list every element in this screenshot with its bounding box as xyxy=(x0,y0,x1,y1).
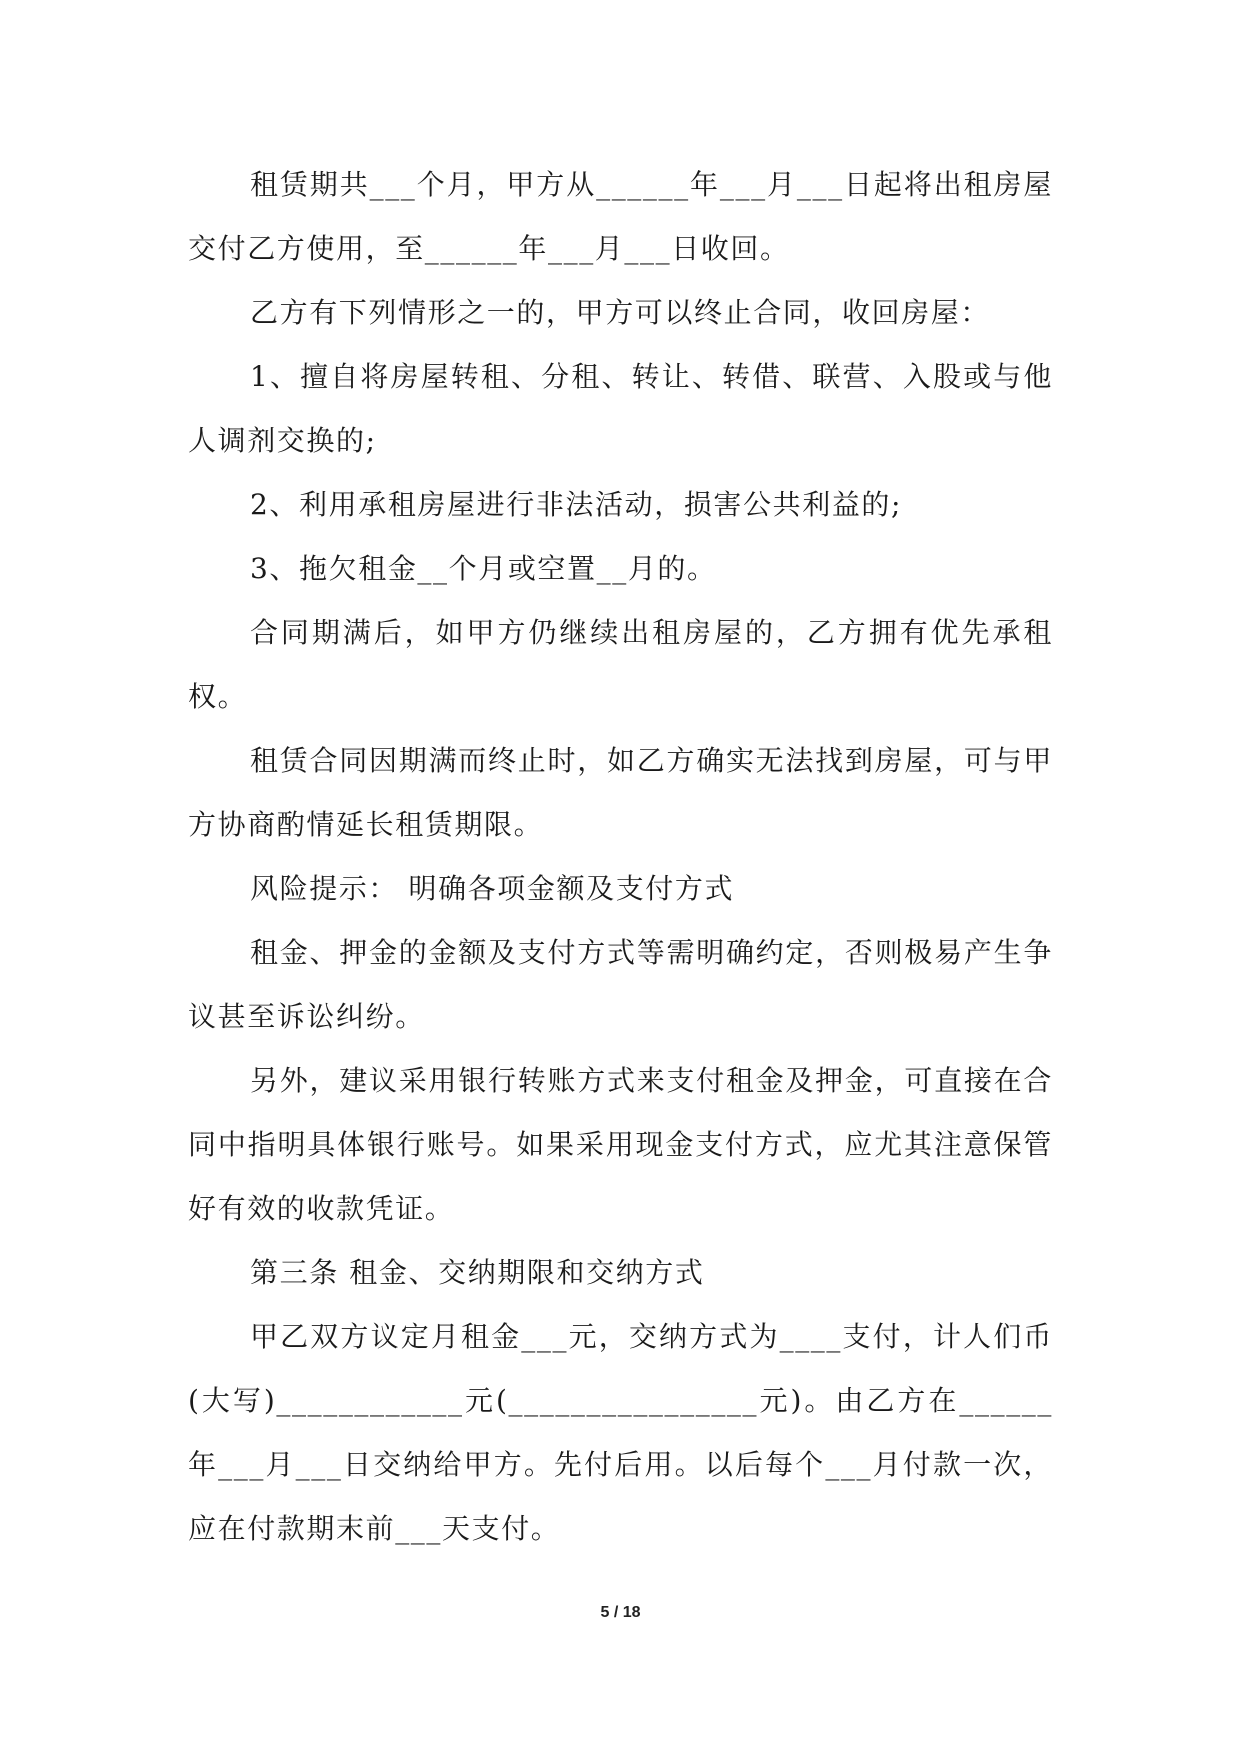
paragraph-priority-right: 合同期满后，如甲方仍继续出租房屋的，乙方拥有优先承租权。 xyxy=(188,616,1053,713)
paragraph-condition-1: 1、擅自将房屋转租、分租、转让、转借、联营、入股或与他人调剂交换的; xyxy=(188,360,1053,457)
paragraph-bank-transfer: 另外，建议采用银行转账方式来支付租金及押金，可直接在合同中指明具体银行账号。如果采用现金支付方式，应尤其注意保管好有效的收款凭证。 xyxy=(188,1064,1053,1225)
page-number: 5 / 18 xyxy=(600,1604,641,1621)
paragraph-lease-term: 租赁期共___个月，甲方从______年___月___日起将出租房屋交付乙方使用，至______年___月___日收回。 xyxy=(188,168,1053,265)
paragraph-risk-detail: 租金、押金的金额及支付方式等需明确约定，否则极易产生争议甚至诉讼纠纷。 xyxy=(188,936,1053,1033)
paragraph-article-3-heading: 第三条 租金、交纳期限和交纳方式 xyxy=(250,1256,705,1289)
paragraph-extension: 租赁合同因期满而终止时，如乙方确实无法找到房屋，可与甲方协商酌情延长租赁期限。 xyxy=(188,744,1053,841)
paragraph-condition-3: 3、拖欠租金__个月或空置__月的。 xyxy=(250,552,717,585)
paragraph-risk-heading: 风险提示： 明确各项金额及支付方式 xyxy=(250,872,735,905)
paragraph-termination-conditions: 乙方有下列情形之一的，甲方可以终止合同，收回房屋： xyxy=(250,296,991,329)
document-body xyxy=(188,153,1053,1561)
paragraph-rent-payment: 甲乙双方议定月租金___元，交纳方式为____支付，计人们币(大写)____________元(________________元)。由乙方在______年___月___日交纳给甲方。先付后用。以后每个___月付款一次，应在付款期末前___天支付。 xyxy=(188,1320,1053,1545)
paragraph-condition-2: 2、利用承租房屋进行非法活动，损害公共利益的; xyxy=(250,488,903,521)
